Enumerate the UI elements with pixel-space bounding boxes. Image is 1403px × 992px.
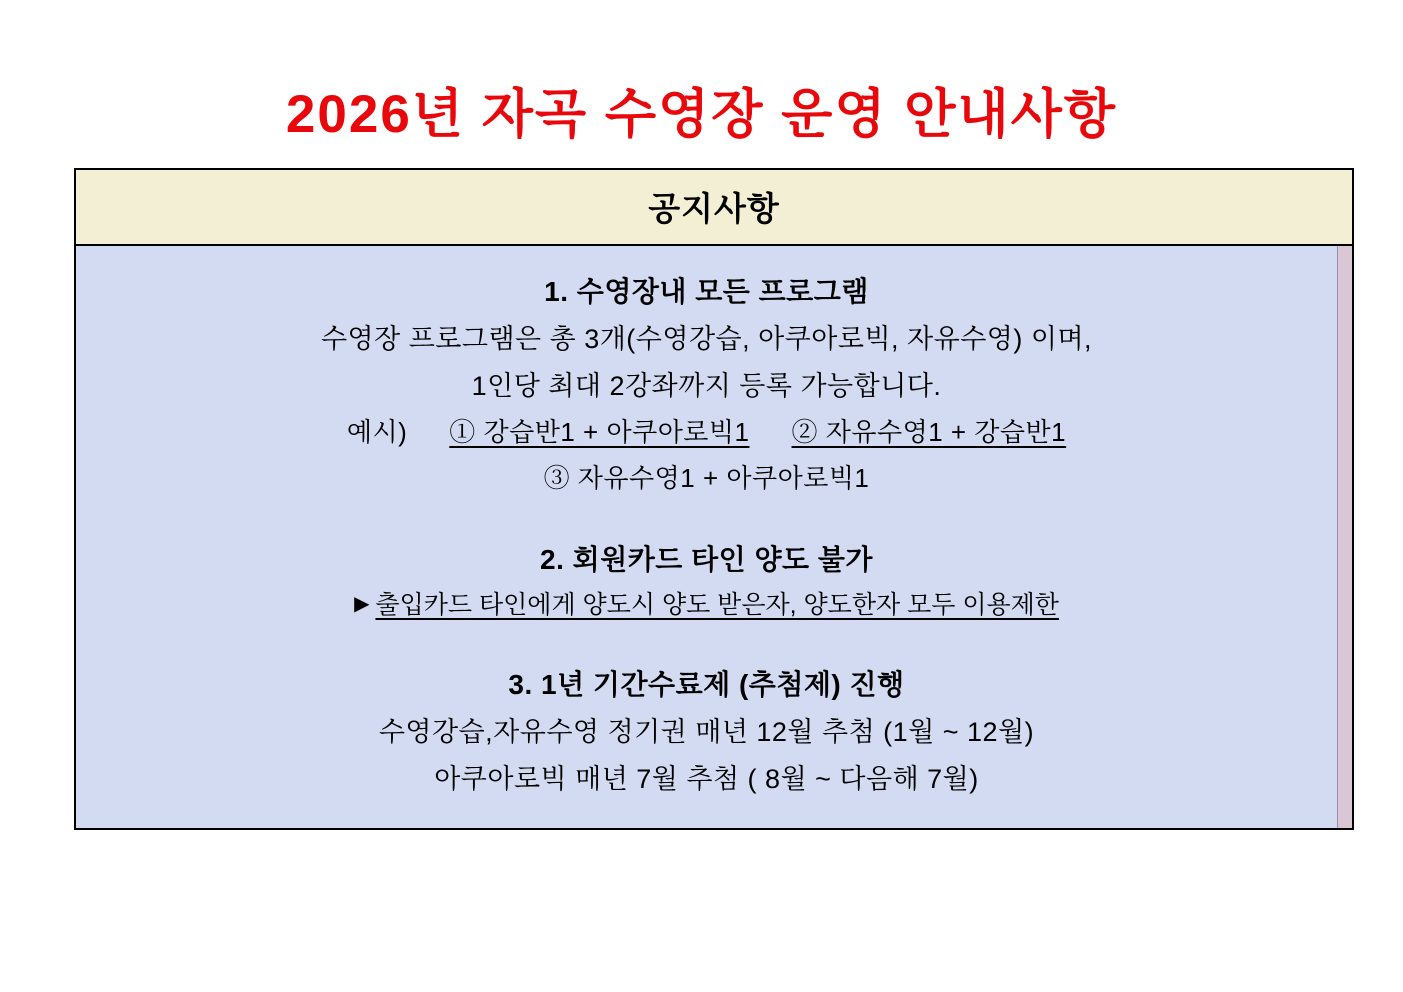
section-spacer-2 — [76, 627, 1337, 661]
section-1-example-row — [76, 409, 1337, 455]
triangle-right-icon: ▶ — [354, 593, 370, 616]
section-1-line-1: 수영장 프로그램은 총 3개(수영강습, 아쿠아로빅, 자유수영) 이며, — [320, 324, 1093, 355]
section-1-example-row-2 — [76, 455, 1337, 501]
section-2-bullet-text: 출입카드 타인에게 양도시 양도 받은자, 양도한자 모두 이용제한 — [375, 591, 1059, 620]
notice-table-body — [76, 246, 1337, 828]
example-item-2: ② 자유수영1 + 강습반1 — [791, 417, 1067, 448]
section-2-heading: 2. 회원카드 타인 양도 불가 — [540, 543, 873, 575]
notice-table — [74, 168, 1354, 830]
notice-table-header: 공지사항 — [76, 170, 1352, 246]
section-spacer-1 — [76, 502, 1337, 536]
section-1-line-2: 1인당 최대 2강좌까지 등록 가능합니다. — [471, 370, 942, 401]
example-item-1: ① 강습반1 + 아쿠아로빅1 — [449, 417, 750, 448]
side-strip — [1337, 246, 1352, 828]
section-3-line-2: 아쿠아로빅 매년 7월 추첨 ( 8월 ~ 다음해 7월) — [434, 763, 979, 794]
section-2-bullet — [76, 584, 1337, 627]
example-label: 예시) — [346, 417, 408, 448]
section-1-heading: 1. 수영장내 모든 프로그램 — [544, 276, 869, 307]
page-title: 2026년 자곡 수영장 운영 안내사항 — [285, 85, 1118, 144]
notice-table-body-wrapper — [76, 246, 1352, 828]
example-item-3: ③ 자유수영1 + 아쿠아로빅1 — [543, 463, 870, 494]
section-3-heading: 3. 1년 기간수료제 (추첨제) 진행 — [508, 669, 905, 701]
section-3-line-1: 수영강습,자유수영 정기권 매년 12월 추첨 (1월 ~ 12월) — [378, 717, 1035, 748]
